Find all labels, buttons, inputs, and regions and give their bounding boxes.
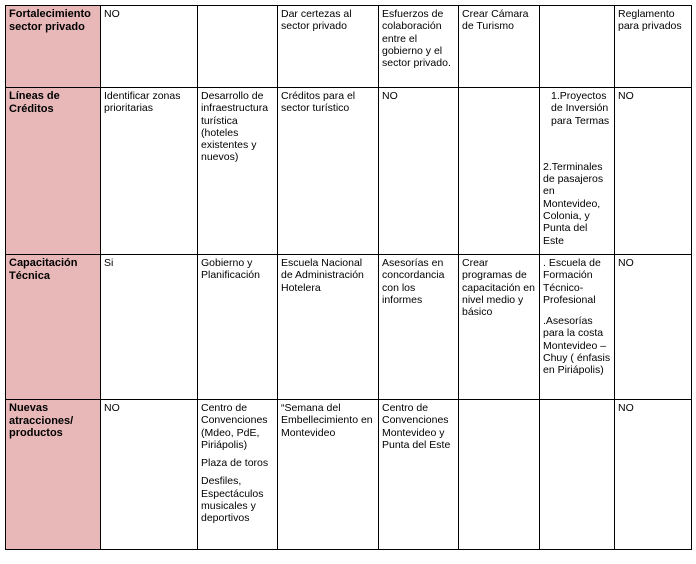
row-header: Fortalecimiento sector privado — [6, 6, 101, 88]
table-cell: NO — [379, 88, 459, 255]
row-header: Líneas de Créditos — [6, 88, 101, 255]
cell-line: .Asesorías para la costa Montevideo – Chuy ( énfasis en Piriápolis) — [543, 315, 611, 377]
table-cell: Escuela Nacional de Administración Hotelera — [278, 255, 379, 400]
row-header: Capacitación Técnica — [6, 255, 101, 400]
cell-spacer — [543, 127, 611, 161]
cell-spacer — [543, 306, 611, 315]
cell-line: 2.Terminales de pasajeros en Montevideo, Colonia, y Punta del Este — [543, 160, 604, 247]
table-cell: Dar certezas al sector privado — [278, 6, 379, 88]
table-cell — [540, 400, 615, 550]
table-cell: Centro de Convenciones Montevideo y Punta del Este — [379, 400, 459, 550]
table-cell — [198, 400, 278, 550]
table-cell: NO — [101, 6, 198, 88]
table-cell: Gobierno y Planificación — [198, 255, 278, 400]
table-cell: Desarrollo de infraestructura turística (hoteles existentes y nuevos) — [198, 88, 278, 255]
policy-table — [5, 5, 692, 550]
table-cell: NO — [615, 400, 692, 550]
table-cell — [198, 6, 278, 88]
table-cell — [540, 88, 615, 255]
table-cell: “Semana del Embellecimiento en Montevideo — [278, 400, 379, 550]
row-header: Nuevas atracciones/ productos — [6, 400, 101, 550]
cell-line: . Escuela de Formación Técnico-Profesional — [543, 257, 601, 306]
table-cell: Créditos para el sector turístico — [278, 88, 379, 255]
cell-line: Desfiles, Espectáculos musicales y deportivos — [201, 475, 264, 525]
table-row — [6, 400, 692, 550]
table-cell — [459, 400, 540, 550]
table-row — [6, 255, 692, 400]
cell-line: 1.Proyectos de Inversión para Termas — [551, 90, 610, 127]
table-row — [6, 88, 692, 255]
table-row — [6, 6, 692, 88]
table-cell: Esfuerzos de colaboración entre el gobierno y el sector privado. — [379, 6, 459, 88]
table-cell: NO — [615, 255, 692, 400]
table-cell: Si — [101, 255, 198, 400]
table-cell: Identificar zonas prioritarias — [101, 88, 198, 255]
table-cell — [540, 6, 615, 88]
table-cell: NO — [615, 88, 692, 255]
table-cell — [540, 255, 615, 400]
table-cell: Asesorías en concordancia con los informes — [379, 255, 459, 400]
table-cell — [459, 88, 540, 255]
table-cell: NO — [101, 400, 198, 550]
cell-line: Centro de Convenciones (Mdeo, PdE, Piriápolis) — [201, 402, 268, 451]
table-cell: Reglamento para privados — [615, 6, 692, 88]
table-cell: Crear Cámara de Turismo — [459, 6, 540, 88]
table-cell: Crear programas de capacitación en nivel medio y básico — [459, 255, 540, 400]
cell-line: Plaza de toros — [201, 457, 269, 470]
